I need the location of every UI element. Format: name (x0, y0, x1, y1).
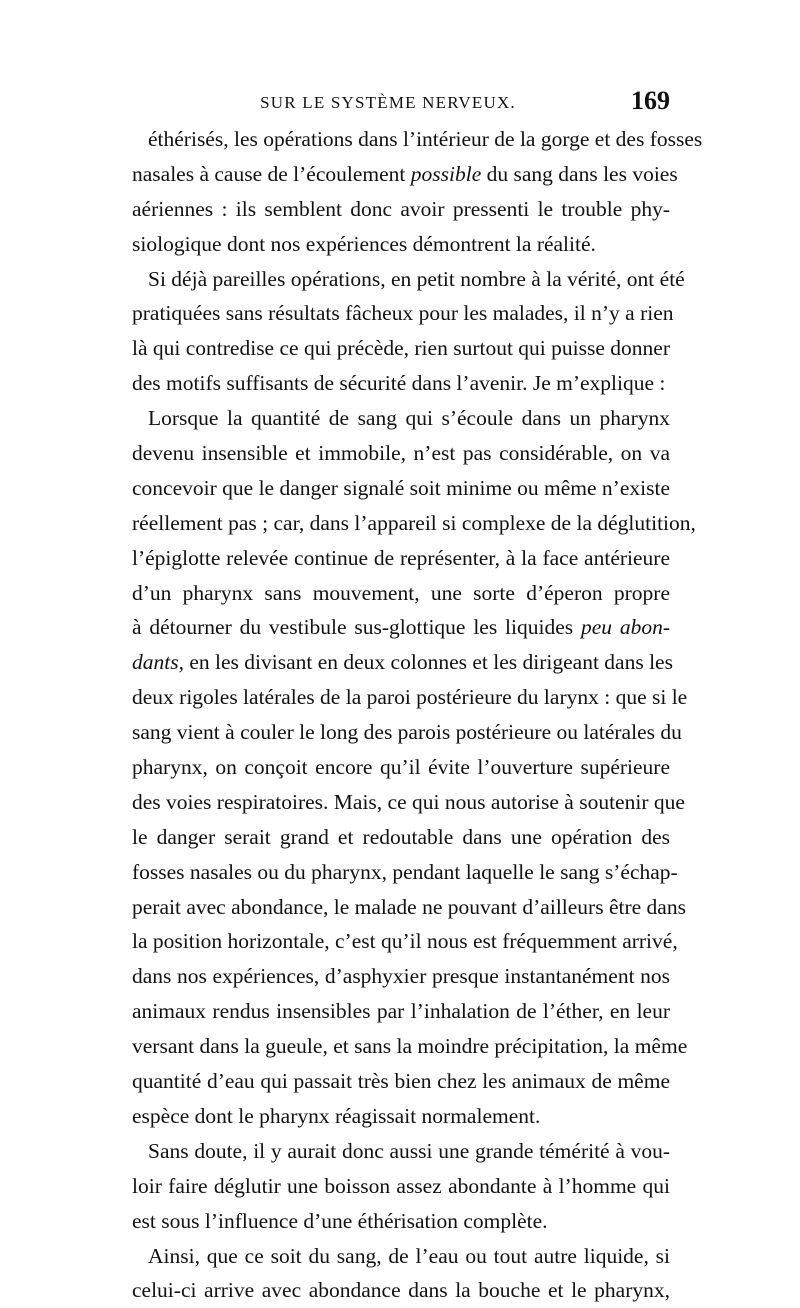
text-line (132, 227, 670, 262)
text-run: réellement pas ; car, dans l’appareil si complexe de la déglutition, (132, 511, 696, 535)
text-run: animaux rendus insensibles par l’inhalation de l’éther, en leur (132, 999, 670, 1023)
text-run: Si déjà pareilles opérations, en petit nombre à la vérité, ont été (148, 267, 685, 291)
text-run: éthérisés, les opérations dans l’intérieur de la gorge et des fosses (148, 127, 702, 151)
italic-run: peu abon- (581, 615, 670, 639)
text-line (132, 1029, 670, 1064)
text-line (132, 994, 670, 1029)
body-text (132, 122, 670, 1308)
paragraph (132, 401, 670, 1134)
paragraph (132, 1239, 670, 1308)
text-run: le danger serait grand et redoutable dans une opération des (132, 825, 670, 849)
text-line (132, 610, 670, 645)
text-run: deux rigoles latérales de la paroi postérieure du larynx : que si le (132, 685, 687, 709)
page-number: 169 (631, 86, 670, 116)
text-line (132, 890, 670, 925)
text-line (132, 785, 670, 820)
text-run: Sans doute, il y aurait donc aussi une grande témérité à vou- (148, 1139, 670, 1163)
text-line (132, 1064, 670, 1099)
text-run: l’épiglotte relevée continue de représenter, à la face antérieure (132, 546, 670, 570)
text-run: devenu insensible et immobile, n’est pas considérable, on va (132, 441, 670, 465)
text-run: celui-ci arrive avec abondance dans la bouche et le pharynx, (132, 1278, 670, 1302)
text-run: des motifs suffisants de sécurité dans l’avenir. Je m’explique : (132, 371, 665, 395)
running-title: SUR LE SYSTÈME NERVEUX. (132, 88, 670, 118)
text-run: aériennes : ils semblent donc avoir pressenti le trouble phy- (132, 197, 670, 221)
text-line (132, 506, 670, 541)
text-run: des voies respiratoires. Mais, ce qui nous autorise à soutenir que (132, 790, 685, 814)
text-line (132, 331, 670, 366)
text-line (132, 1134, 670, 1169)
text-run: en les divisant en deux colonnes et les dirigeant dans les (184, 650, 673, 674)
text-line (132, 1099, 670, 1134)
italic-run: dants, (132, 650, 184, 674)
text-run: pratiquées sans résultats fâcheux pour les malades, il n’y a rien (132, 301, 674, 325)
text-line (132, 715, 670, 750)
text-line (132, 855, 670, 890)
text-line (132, 750, 670, 785)
text-line (132, 1169, 670, 1204)
text-line (132, 296, 670, 331)
text-run: quantité d’eau qui passait très bien chez les animaux de même (132, 1069, 670, 1093)
text-line (132, 541, 670, 576)
text-run: du sang dans les voies (481, 162, 677, 186)
paragraph (132, 1134, 670, 1239)
text-line (132, 157, 670, 192)
text-run: nasales à cause de l’écoulement (132, 162, 411, 186)
text-run: à détourner du vestibule sus-glottique les liquides (132, 615, 581, 639)
text-line (132, 959, 670, 994)
text-line (132, 122, 670, 157)
text-run: fosses nasales ou du pharynx, pendant laquelle le sang s’échap- (132, 860, 678, 884)
text-run: perait avec abondance, le malade ne pouvant d’ailleurs être dans (132, 895, 686, 919)
text-line (132, 471, 670, 506)
text-run: siologique dont nos expériences démontrent la réalité. (132, 232, 596, 256)
text-run: espèce dont le pharynx réagissait normalement. (132, 1104, 540, 1128)
text-line (132, 1239, 670, 1274)
text-run: sang vient à couler le long des parois postérieure ou latérales du (132, 720, 682, 744)
text-run: la position horizontale, c’est qu’il nous est fréquemment arrivé, (132, 929, 678, 953)
text-run: est sous l’influence d’une éthérisation complète. (132, 1209, 548, 1233)
text-run: versant dans la gueule, et sans la moindre précipitation, la même (132, 1034, 687, 1058)
paragraph (132, 122, 670, 262)
text-line (132, 645, 670, 680)
text-run: dans nos expériences, d’asphyxier presque instantanément nos (132, 964, 670, 988)
text-line (132, 262, 670, 297)
text-run: loir faire déglutir une boisson assez abondante à l’homme qui (132, 1174, 670, 1198)
text-line (132, 820, 670, 855)
text-run: pharynx, on conçoit encore qu’il évite l’ouverture supérieure (132, 755, 670, 779)
text-run: Ainsi, que ce soit du sang, de l’eau ou tout autre liquide, si (148, 1244, 670, 1268)
paragraph (132, 262, 670, 402)
text-line (132, 576, 670, 611)
text-line (132, 680, 670, 715)
text-run: Lorsque la quantité de sang qui s’écoule dans un pharynx (148, 406, 670, 430)
text-line (132, 436, 670, 471)
text-line (132, 924, 670, 959)
text-line (132, 1204, 670, 1239)
running-head (132, 88, 670, 118)
text-line (132, 1273, 670, 1308)
italic-run: possible (411, 162, 481, 186)
text-line (132, 366, 670, 401)
text-run: là qui contredise ce qui précède, rien surtout qui puisse donner (132, 336, 670, 360)
text-run: concevoir que le danger signalé soit minime ou même n’existe (132, 476, 670, 500)
text-line (132, 401, 670, 436)
text-run: d’un pharynx sans mouvement, une sorte d’éperon propre (132, 581, 670, 605)
text-line (132, 192, 670, 227)
